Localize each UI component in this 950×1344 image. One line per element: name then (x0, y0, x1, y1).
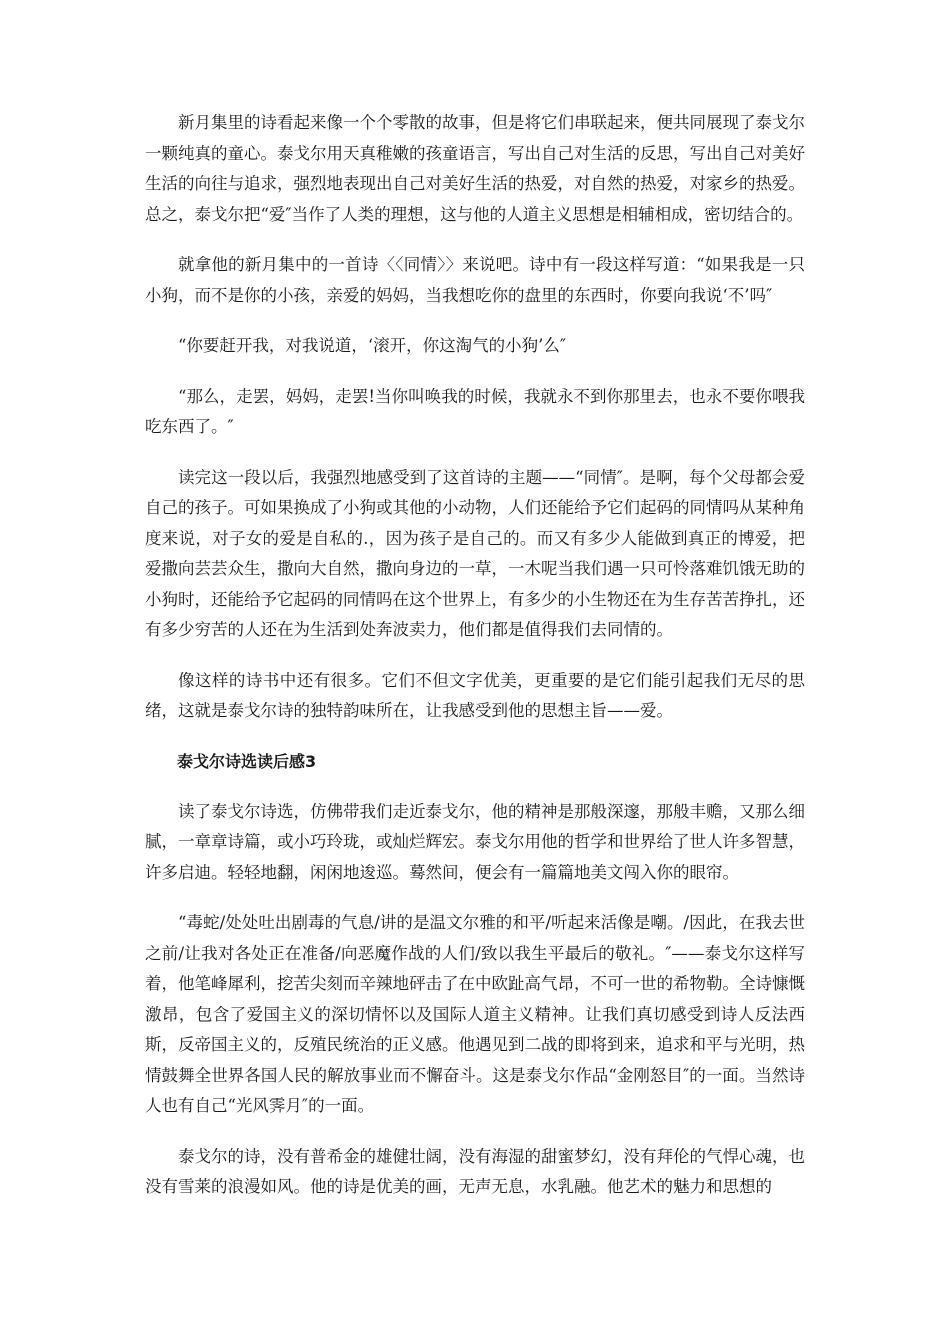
paragraph-3: “你要赶开我，对我说道，‘滚开，你这淘气的小狗’么″ (178, 336, 567, 355)
paragraph-5: 读完这一段以后，我强烈地感受到了这首诗的主题——“同情″。是啊，每个父母都会爱自己的孩子。可如果换成了小狗或其他的小动物，人们还能给予它们起码的同情吗从某种角度来说，对子女的爱是自私的.，因为孩子是自己的。而又有多少人能做到真正的博爱，把爱撒向芸芸众生，撒向大自然，撒向身边的一草，一木呢当我们遇一只可怜落难饥饿无助的小狗时，还能给予它起码的同情吗在这个世界上，有多少的小生物还在为生存苦苦挣扎，还有多少穷苦的人还在为生活到处奔波卖力，他们都是值得我们去同情的。 (145, 467, 805, 639)
paragraph-7: 读了泰戈尔诗选，仿佛带我们走近泰戈尔，他的精神是那般深邃，那般丰赡，又那么细腻，一章章诗篇，或小巧玲珑，或灿烂辉宏。泰戈尔用他的哲学和世界给了世人许多智慧，许多启迪。轻轻地翻，闲闲地逡巡。蓦然间，便会有一篇篇地美文闯入你的眼帘。 (145, 801, 805, 882)
paragraph-6: 像这样的诗书中还有很多。它们不但文字优美，更重要的是它们能引起我们无尽的思绪，这就是泰戈尔诗的独特韵味所在，让我感受到他的思想主旨——爱。 (145, 670, 805, 720)
document-page (145, 108, 805, 1223)
paragraph-8: “毒蛇/处处吐出剧毒的气息/讲的是温文尔雅的和平/听起来活像是嘲。/因此，在我去世之前/让我对各处正在准备/向恶魔作战的人们/致以我生平最后的敬礼。″——泰戈尔这样写着，他笔峰犀利，挖苦尖刻而辛辣地砰击了在中欧趾高气昂，不可一世的希物勒。全诗慷慨激昂，包含了爱国主义的深切情怀以及国际人道主义精神。让我们真切感受到诗人反法西斯，反帝国主义的，反殖民统治的正义感。他遇见到二战的即将到来，追求和平与光明，热情鼓舞全世界各国人民的解放事业而不懈奋斗。这是泰戈尔作品“金刚怒目″的一面。当然诗人也有自己“光风霁月″的一面。 (145, 913, 805, 1115)
paragraph-1: 新月集里的诗看起来像一个个零散的故事，但是将它们串联起来，便共同展现了泰戈尔一颗纯真的童心。泰戈尔用天真稚嫩的孩童语言，写出自己对生活的反思，写出自己对美好生活的向往与追求，强烈地表现出自己对美好生活的热爱，对自然的热爱，对家乡的热爱。总之，泰戈尔把“爱″当作了人类的理想，这与他的人道主义思想是相辅相成，密切结合的。 (145, 113, 805, 224)
paragraph-9: 泰戈尔的诗，没有普希金的雄健壮阔，没有海湿的甜蜜梦幻，没有拜伦的气悍心魂，也没有雪莱的浪漫如风。他的诗是优美的画，无声无息，水乳融。他艺术的魅力和思想的 (145, 1146, 805, 1196)
section-heading: 泰戈尔诗选读后感3 (177, 751, 317, 771)
paragraph-4: “那么，走罢，妈妈，走罢!当你叫唤我的时候，我就永不到你那里去，也永不要你喂我吃东西了。″ (145, 386, 805, 436)
paragraph-2: 就拿他的新月集中的一首诗〈〈同情〉〉来说吧。诗中有一段这样写道：“如果我是一只小狗，而不是你的小孩，亲爱的妈妈，当我想吃你的盘里的东西时，你要向我说‘不’吗″ (145, 255, 805, 305)
